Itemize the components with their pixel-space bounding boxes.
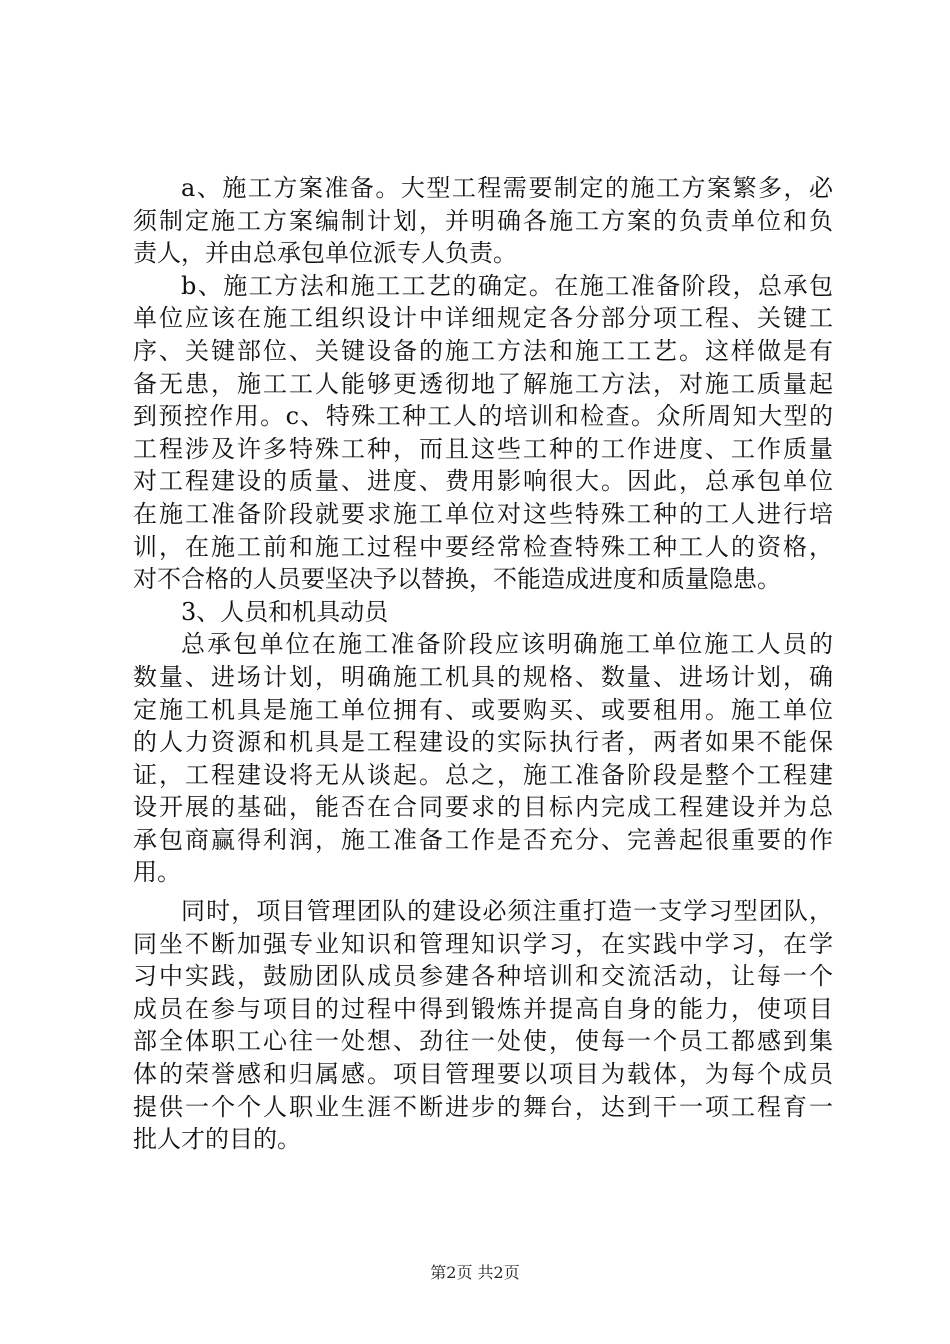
text-line: 序、关键部位、关键设备的施工方法和施工工艺。这样做是有 (133, 336, 833, 365)
document-body (133, 172, 833, 1156)
text-line: a、施工方案准备。大型工程需要制定的施工方案繁多，必 (181, 174, 833, 202)
paragraph-team-building (133, 895, 833, 1156)
paragraph-construction-plan (133, 172, 833, 270)
text-line: 训，在施工前和施工过程中要经常检查特殊工种工人的资格， (133, 532, 833, 561)
text-line: 须制定施工方案编制计划，并明确各施工方案的负责单位和负 (133, 206, 833, 235)
paragraph-personnel-mobilization (133, 628, 833, 889)
section-heading-personnel-equipment (133, 596, 833, 629)
text-line: 定施工机具是施工单位拥有、或要购买、或要租用。施工单位 (133, 695, 833, 724)
text-line: 责人，并由总承包单位派专人负责。 (133, 239, 517, 268)
text-line: 证，工程建设将无从谈起。总之，施工准备阶段是整个工程建 (133, 760, 833, 789)
text-line: 部全体职工心往一处想、劲往一处使，使每一个员工都感到集 (133, 1027, 833, 1056)
text-line: 总承包单位在施工准备阶段应该明确施工单位施工人员的 (181, 630, 833, 659)
text-line: 承包商赢得利润，施工准备工作是否充分、完善起很重要的作 (133, 825, 833, 854)
text-line: 在施工准备阶段就要求施工单位对这些特殊工种的工人进行培 (133, 499, 833, 528)
text-line: 批人才的目的。 (133, 1125, 301, 1154)
text-line: 单位应该在施工组织设计中详细规定各分部分项工程、关键工 (133, 304, 833, 333)
text-line: 成员在参与项目的过程中得到锻炼并提高自身的能力，使项目 (133, 994, 833, 1023)
text-line: 到预控作用。c、特殊工种工人的培训和检查。众所周知大型的 (133, 402, 833, 431)
text-line: 提供一个个人职业生涯不断进步的舞台，达到干一项工程育一 (133, 1092, 833, 1121)
page-number-footer: 第2页 共2页 (430, 1263, 520, 1282)
text-line: 工程涉及许多特殊工种，而且这些工种的工作进度、工作质量 (133, 434, 833, 463)
text-line: 备无患，施工工人能够更透彻地了解施工方法，对施工质量起 (133, 369, 833, 398)
text-line: 用。 (133, 858, 181, 887)
text-line: 习中实践，鼓励团队成员参建各种培训和交流活动，让每一个 (133, 962, 833, 991)
text-line: 数量、进场计划，明确施工机具的规格、数量、进场计划，确 (133, 662, 833, 691)
text-line: b、施工方法和施工工艺的确定。在施工准备阶段，总承包 (181, 271, 833, 300)
text-line: 的人力资源和机具是工程建设的实际执行者，两者如果不能保 (133, 728, 833, 757)
text-line: 对工程建设的质量、进度、费用影响很大。因此，总承包单位 (133, 467, 833, 496)
section-heading: 3、人员和机具动员 (181, 597, 389, 626)
paragraph-construction-methods (133, 270, 833, 596)
text-line: 同坐不断加强专业知识和管理知识学习，在实践中学习，在学 (133, 929, 833, 958)
text-line: 同时，项目管理团队的建设必须注重打造一支学习型团队， (181, 897, 833, 926)
text-line: 设开展的基础，能否在合同要求的目标内完成工程建设并为总 (133, 793, 833, 822)
text-line: 体的荣誉感和归属感。项目管理要以项目为载体，为每个成员 (133, 1060, 833, 1089)
text-line: 对不合格的人员要坚决予以替换，不能造成进度和质量隐患。 (133, 565, 781, 594)
